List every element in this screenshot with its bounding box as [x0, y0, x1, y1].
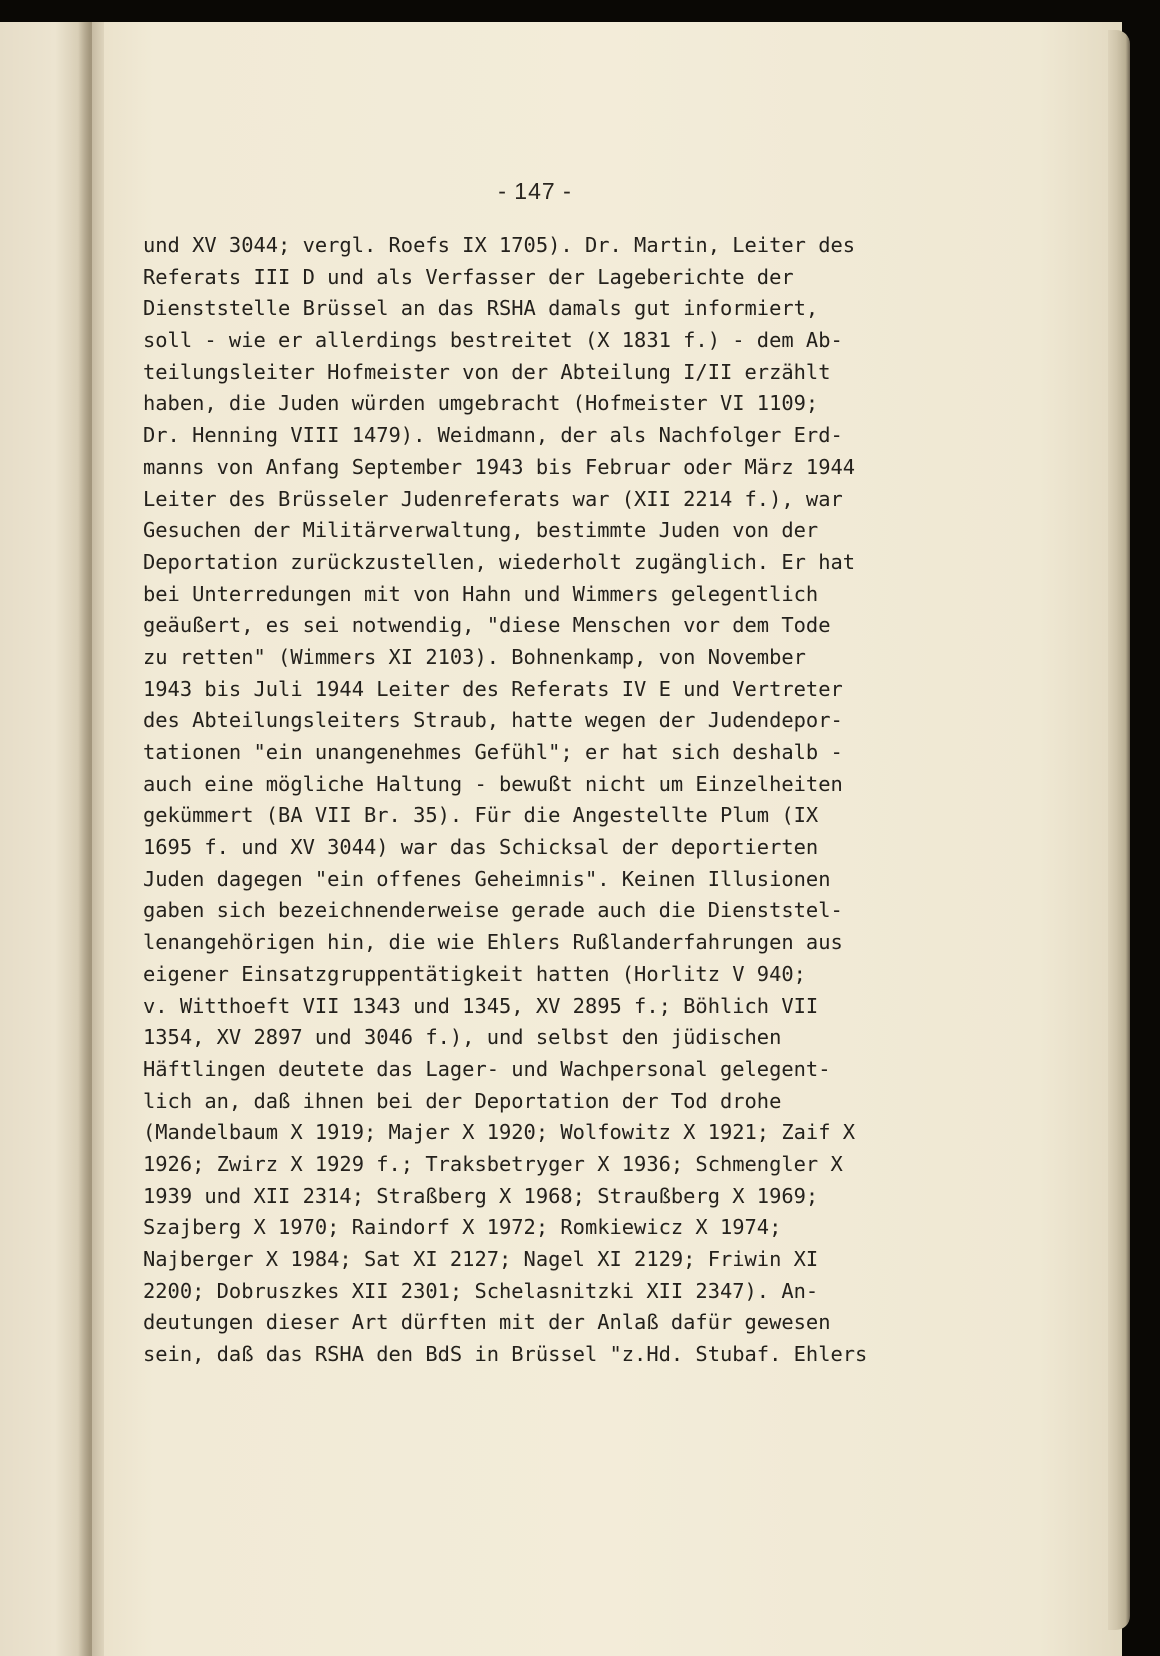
text-line: Szajberg X 1970; Raindorf X 1972; Romkiewicz X 1974;	[143, 1215, 782, 1240]
text-line: Referats III D und als Verfasser der Lageberichte der	[143, 264, 794, 289]
text-line: und XV 3044; vergl. Roefs IX 1705). Dr. Martin, Leiter des	[143, 233, 856, 257]
text-line: teilungsleiter Hofmeister von der Abteilung I/II erzählt	[143, 359, 831, 384]
text-line: soll - wie er allerdings bestreitet (X 1831 f.) - dem Ab-	[143, 328, 843, 353]
page-fore-edge	[1108, 30, 1130, 1630]
page-number: - 147 -	[498, 178, 572, 204]
text-line: zu retten" (Wimmers XI 2103). Bohnenkamp, von November	[143, 644, 806, 669]
text-line: auch eine mögliche Haltung - bewußt nicht um Einzelheiten	[143, 771, 843, 796]
text-line: haben, die Juden würden umgebracht (Hofmeister VI 1109;	[143, 391, 819, 416]
text-line: gaben sich bezeichnenderweise gerade auch die Dienststel-	[143, 898, 843, 923]
text-line: Leiter des Brüsseler Judenreferats war (XII 2214 f.), war	[143, 486, 843, 511]
text-line: 1943 bis Juli 1944 Leiter des Referats IV E und Vertreter	[143, 676, 843, 701]
text-line: lenangehörigen hin, die wie Ehlers Rußlanderfahrungen aus	[143, 930, 843, 955]
text-line: Juden dagegen "ein offenes Geheimnis". Keinen Illusionen	[143, 866, 831, 891]
text-line: 1354, XV 2897 und 3046 f.), und selbst den jüdischen	[143, 1025, 782, 1050]
text-line: sein, daß das RSHA den BdS in Brüssel "z.Hd. Stubaf. Ehlers	[143, 1342, 868, 1367]
text-line: 1926; Zwirz X 1929 f.; Traksbetryger X 1936; Schmengler X	[143, 1151, 843, 1176]
text-line: v. Witthoeft VII 1343 und 1345, XV 2895 f.; Böhlich VII	[143, 993, 819, 1018]
text-line: bei Unterredungen mit von Hahn und Wimmers gelegentlich	[143, 581, 819, 606]
text-line: Häftlingen deutete das Lager- und Wachpersonal gelegent-	[143, 1056, 831, 1081]
text-line: Dr. Henning VIII 1479). Weidmann, der als Nachfolger Erd-	[143, 423, 843, 448]
text-line: eigener Einsatzgruppentätigkeit hatten (Horlitz V 940;	[143, 961, 806, 986]
text-line: 1939 und XII 2314; Straßberg X 1968; Straußberg X 1969;	[143, 1183, 819, 1208]
text-line: 1695 f. und XV 3044) war das Schicksal der deportierten	[143, 835, 819, 860]
text-line: Najberger X 1984; Sat XI 2127; Nagel XI 2129; Friwin XI	[143, 1247, 819, 1271]
text-line: 2200; Dobruszkes XII 2301; Schelasnitzki XII 2347). An-	[143, 1278, 819, 1303]
text-line: lich an, daß ihnen bei der Deportation der Tod drohe	[143, 1088, 782, 1113]
text-line: gekümmert (BA VII Br. 35). Für die Angestellte Plum (IX	[143, 803, 819, 828]
text-line: (Mandelbaum X 1919; Majer X 1920; Wolfowitz X 1921; Zaif X	[143, 1120, 856, 1145]
book-gutter	[78, 22, 104, 1656]
text-line: manns von Anfang September 1943 bis Februar oder März 1944	[143, 454, 856, 479]
body-text	[143, 230, 1073, 1371]
text-line: deutungen dieser Art dürften mit der Anlaß dafür gewesen	[143, 1310, 831, 1335]
text-line: Gesuchen der Militärverwaltung, bestimmte Juden von der	[143, 518, 819, 543]
text-line: Deportation zurückzustellen, wiederholt zugänglich. Er hat	[143, 549, 856, 574]
text-line: geäußert, es sei notwendig, "diese Menschen vor dem Tode	[143, 613, 831, 638]
text-line: tationen "ein unangenehmes Gefühl"; er hat sich deshalb -	[143, 740, 843, 764]
text-line: des Abteilungsleiters Straub, hatte wegen der Judendepor-	[143, 708, 843, 733]
text-line: Dienststelle Brüssel an das RSHA damals gut informiert,	[143, 296, 819, 321]
